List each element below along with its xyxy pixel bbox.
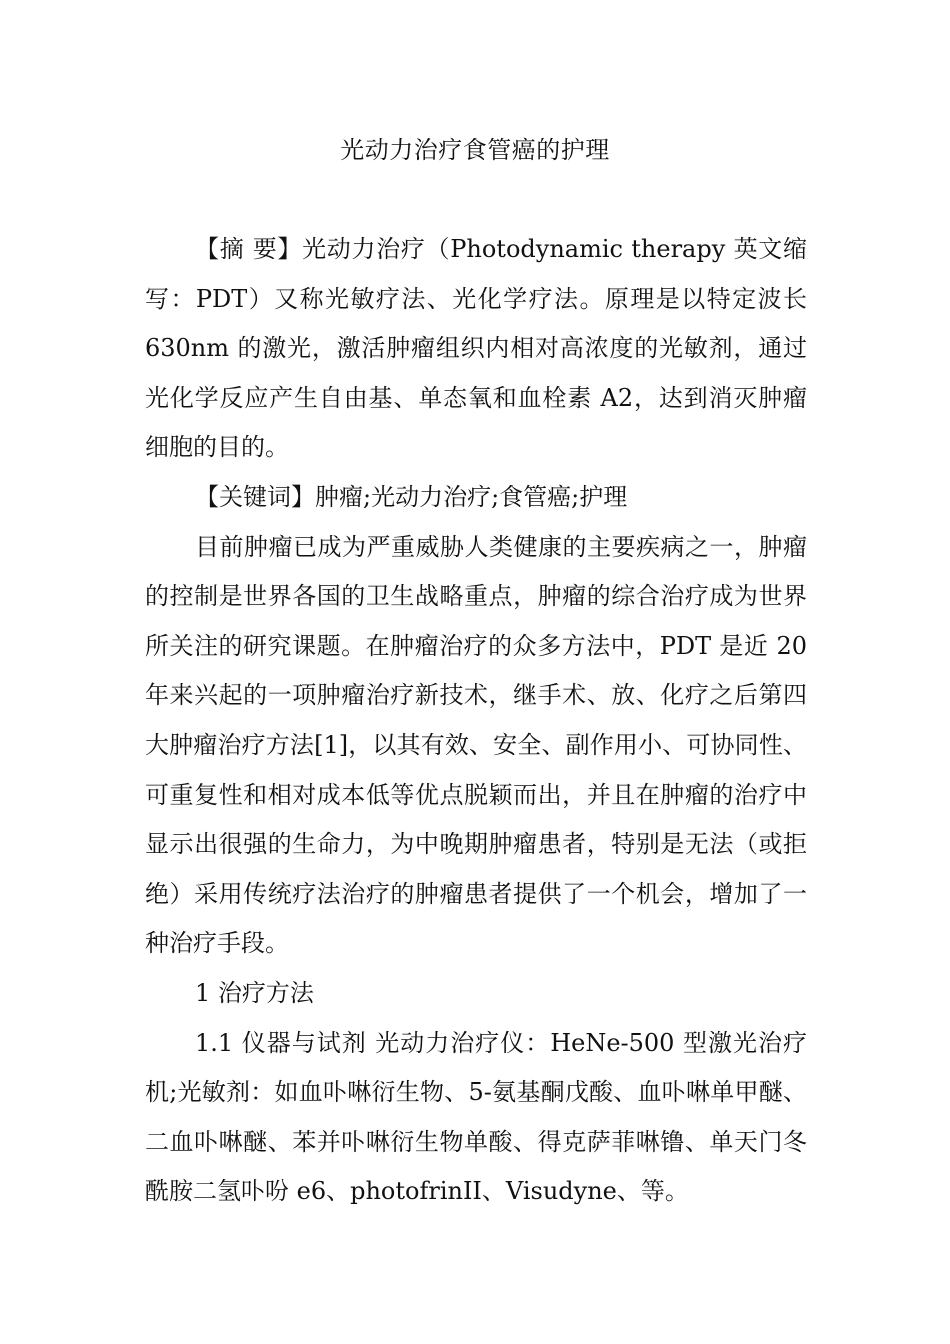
abstract-label: 【摘 要】	[195, 235, 303, 263]
intro-paragraph: 目前肿瘤已成为严重威胁人类健康的主要疾病之一，肿瘤的控制是世界各国的卫生战略重点，肿瘤的综合治疗成为世界所关注的研究课题。在肿瘤治疗的众多方法中，PDT 是近 20 年来兴起的一项肿瘤治疗新技术，继手术、放、化疗之后第四大肿瘤治疗方法[1]，以其有效、安全、副作用小、可协同性、可重复性和相对成本低等优点脱颖而出，并且在肿瘤的治疗中显示出很强的生命力，为中晚期肿瘤患者，特别是无法（或拒绝）采用传统疗法治疗的肿瘤患者提供了一个机会，增加了一种治疗手段。	[145, 532, 807, 958]
document-body	[145, 225, 807, 1217]
keywords-text: 肿瘤;光动力治疗;食管癌;护理	[315, 482, 628, 511]
document-title: 光动力治疗食管癌的护理	[340, 136, 610, 164]
section-1-1-paragraph: 1.1 仪器与试剂 光动力治疗仪：HeNe-500 型激光治疗机;光敏剂：如血卟啉衍生物、5-氨基酮戊酸、血卟啉单甲醚、二血卟啉醚、苯并卟啉衍生物单酸、得克萨菲啉镥、单天门冬酰胺二氢卟吩 e6、photofrinII、Visudyne、等。	[145, 1028, 807, 1206]
abstract-text: 光动力治疗（Photodynamic therapy 英文缩写：PDT）又称光敏疗法、光化学疗法。原理是以特定波长 630nm 的激光，激活肿瘤组织内相对高浓度的光敏剂，通过光化学反应产生自由基、单态氧和血栓素 A2，达到消灭肿瘤细胞的目的。	[145, 235, 807, 462]
keywords-label: 【关键词】	[195, 482, 315, 511]
section-1-heading: 1 治疗方法	[195, 978, 314, 1007]
keywords-paragraph	[145, 473, 807, 523]
abstract-paragraph	[145, 225, 807, 473]
